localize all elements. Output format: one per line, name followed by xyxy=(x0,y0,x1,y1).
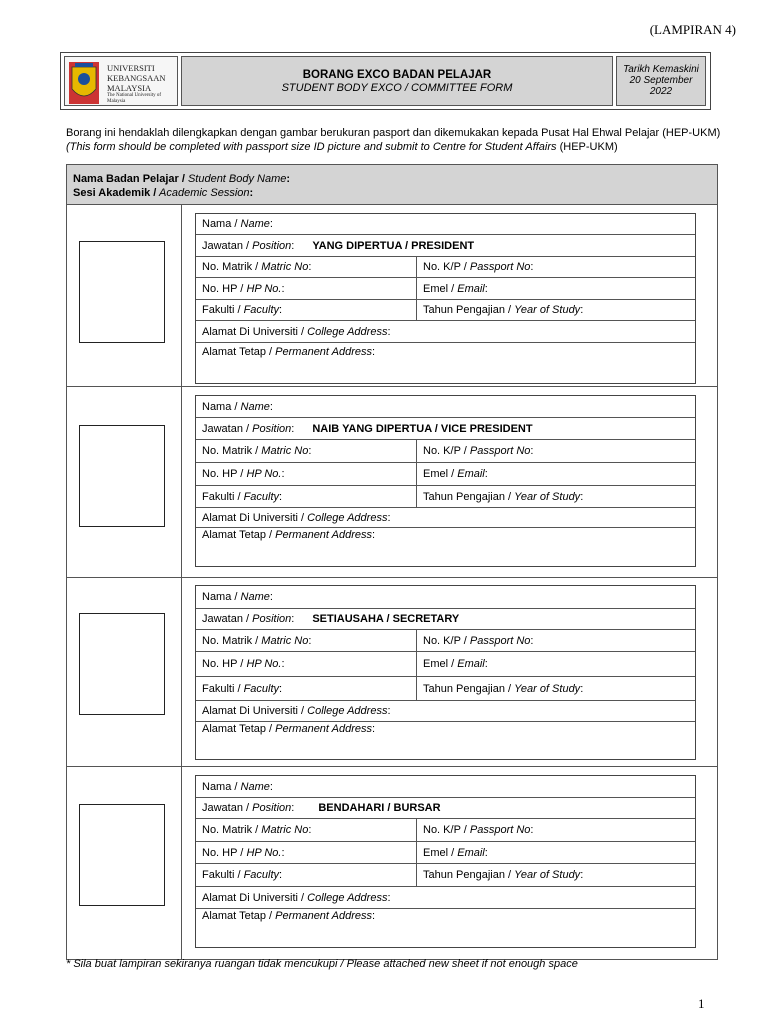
field-label-en: Email xyxy=(457,846,485,859)
field-label: Fakulti / xyxy=(202,490,244,503)
field-label: No. K/P / xyxy=(423,634,470,647)
field-label-en: Permanent Address xyxy=(275,910,372,922)
form-title: BORANG EXCO BADAN PELAJAR xyxy=(302,69,492,81)
field-label-en: Position xyxy=(252,802,292,814)
field-label-en: Passport No xyxy=(469,261,531,273)
permanent-address-row[interactable]: Alamat Tetap / Permanent Address: xyxy=(202,529,376,541)
college-address-row[interactable]: Alamat Di Universiti / College Address: xyxy=(196,701,695,722)
field-label-en: Passport No xyxy=(469,824,531,836)
field-label-en: College Address xyxy=(307,705,388,717)
name-row[interactable]: Nama / Name: xyxy=(196,776,695,798)
field-label: Alamat Tetap / xyxy=(202,346,276,358)
field-label: Fakulti / xyxy=(202,304,244,316)
field-label-en: Matric No xyxy=(261,824,309,836)
photo-box[interactable] xyxy=(79,804,165,906)
position-value: NAIB YANG DIPERTUA / VICE PRESIDENT xyxy=(312,422,533,435)
field-label: Tahun Pengajian / xyxy=(423,490,515,503)
field-label-en: HP No. xyxy=(246,846,282,859)
phone-email-row[interactable]: No. HP / HP No.: Emel / Email: xyxy=(196,842,695,864)
session-label-en: Academic Session xyxy=(156,187,250,199)
update-date-cell xyxy=(616,56,706,106)
footnote: * Sila buat lampiran sekiranya ruangan tidak mencukupi / Please attached new sheet if not enough space xyxy=(66,958,578,970)
field-label: No. K/P / xyxy=(423,261,470,273)
section-divider xyxy=(67,766,717,767)
field-label-en: HP No. xyxy=(246,658,282,670)
permanent-address-row[interactable]: Alamat Tetap / Permanent Address: xyxy=(202,910,376,922)
position-value: SETIAUSAHA / SECRETARY xyxy=(312,613,460,625)
field-label-en: Matric No xyxy=(261,261,309,273)
field-label: Alamat Di Universiti / xyxy=(202,705,308,717)
field-label: Tahun Pengajian / xyxy=(423,682,515,695)
faculty-year-row[interactable]: Fakulti / Faculty: Tahun Pengajian / Year of Study: xyxy=(196,864,695,887)
field-label-en: Year of Study xyxy=(514,490,581,503)
title-cell xyxy=(181,56,613,106)
member-info-table xyxy=(195,213,696,384)
column-divider xyxy=(181,205,182,959)
body-name-label-en: Student Body Name xyxy=(184,173,287,185)
matric-passport-row[interactable]: No. Matrik / Matric No: No. K/P / Passport No: xyxy=(196,630,695,652)
date-value: 20 September xyxy=(629,75,693,86)
field-label: Emel / xyxy=(423,468,458,480)
instructions xyxy=(66,126,726,154)
body-name-label: Nama Badan Pelajar / xyxy=(73,173,185,185)
field-label: Alamat Di Universiti / xyxy=(202,325,308,338)
field-label: Emel / xyxy=(423,658,458,670)
field-label: Alamat Di Universiti / xyxy=(202,511,308,524)
table-header: Nama Badan Pelajar / Student Body Name: Sesi Akademik / Academic Session: xyxy=(67,165,717,205)
field-label-en: Name xyxy=(240,400,270,413)
field-label-en: Email xyxy=(457,468,485,480)
field-label: No. HP / xyxy=(202,846,247,859)
phone-email-row[interactable]: No. HP / HP No.: Emel / Email: xyxy=(196,278,695,300)
field-label: No. HP / xyxy=(202,658,247,670)
photo-box[interactable] xyxy=(79,613,165,715)
field-label: Alamat Di Universiti / xyxy=(202,891,308,904)
matric-passport-row[interactable]: No. Matrik / Matric No: No. K/P / Passport No: xyxy=(196,257,695,278)
name-row[interactable]: Nama / Name: xyxy=(196,396,695,418)
field-label: Emel / xyxy=(423,282,458,295)
date-year: 2022 xyxy=(649,86,673,97)
position-value: YANG DIPERTUA / PRESIDENT xyxy=(312,239,475,252)
field-label-en: Name xyxy=(240,780,270,793)
field-label-en: Name xyxy=(240,591,270,603)
field-label-en: Year of Study xyxy=(514,869,581,881)
college-address-row[interactable]: Alamat Di Universiti / College Address: xyxy=(196,508,695,528)
name-row[interactable]: Nama / Name: xyxy=(196,586,695,609)
field-label-en: Name xyxy=(240,218,270,230)
field-label-en: Position xyxy=(252,613,292,625)
position-value: BENDAHARI / BURSAR xyxy=(318,802,441,814)
field-label-en: College Address xyxy=(307,511,388,524)
field-label: Jawatan / xyxy=(202,613,253,625)
field-label-en: Email xyxy=(457,282,485,295)
field-label-en: Email xyxy=(457,658,485,670)
phone-email-row[interactable]: No. HP / HP No.: Emel / Email: xyxy=(196,652,695,677)
field-label: Nama / xyxy=(202,591,241,603)
logo-text-line: UNIVERSITI xyxy=(107,63,155,73)
field-label: Nama / xyxy=(202,218,241,230)
position-row: Jawatan / Position: BENDAHARI / BURSAR xyxy=(196,798,695,819)
field-label-en: Position xyxy=(252,239,292,252)
field-label-en: Matric No xyxy=(261,445,309,457)
field-label: Emel / xyxy=(423,846,458,859)
position-row: Jawatan / Position: YANG DIPERTUA / PRESIDENT xyxy=(196,235,695,257)
form-header xyxy=(60,52,711,110)
field-label: Alamat Tetap / xyxy=(202,723,276,735)
date-label: Tarikh Kemaskini xyxy=(623,64,699,75)
field-label: Tahun Pengajian / xyxy=(423,304,515,316)
field-label: Jawatan / xyxy=(202,239,253,252)
field-label: Jawatan / xyxy=(202,802,253,814)
faculty-year-row[interactable]: Fakulti / Faculty: Tahun Pengajian / Year of Study: xyxy=(196,300,695,321)
field-label-en: Faculty xyxy=(243,304,280,316)
instruction-english-tail: (HEP-UKM) xyxy=(556,141,618,153)
field-label-en: Permanent Address xyxy=(275,723,372,735)
attachment-label: (LAMPIRAN 4) xyxy=(649,22,736,37)
position-row: Jawatan / Position: SETIAUSAHA / SECRETARY xyxy=(196,609,695,630)
field-label-en: Faculty xyxy=(243,869,280,881)
permanent-address-row[interactable]: Alamat Tetap / Permanent Address: xyxy=(202,346,376,358)
photo-box[interactable] xyxy=(79,425,165,527)
photo-box[interactable] xyxy=(79,241,165,343)
field-label: Nama / xyxy=(202,780,241,793)
member-info-table xyxy=(195,775,696,948)
logo-text-line: KEBANGSAAN xyxy=(107,73,166,83)
field-label-en: Passport No xyxy=(469,634,531,647)
field-label-en: Passport No xyxy=(469,445,531,457)
field-label-en: HP No. xyxy=(246,468,282,480)
field-label: No. HP / xyxy=(202,468,247,480)
field-label-en: Year of Study xyxy=(514,304,581,316)
field-label: Alamat Tetap / xyxy=(202,910,276,922)
logo-text-line: MALAYSIA xyxy=(107,83,152,93)
field-label: Jawatan / xyxy=(202,422,253,435)
field-label-en: Matric No xyxy=(261,634,309,647)
field-label: No. K/P / xyxy=(423,445,470,457)
logo-subtext: The National University of Malaysia xyxy=(107,93,162,104)
college-address-row[interactable]: Alamat Di Universiti / College Address: xyxy=(196,887,695,909)
college-address-row[interactable]: Alamat Di Universiti / College Address: xyxy=(196,321,695,343)
faculty-year-row[interactable]: Fakulti / Faculty: Tahun Pengajian / Year of Study: xyxy=(196,486,695,508)
field-label-en: College Address xyxy=(307,891,388,904)
field-label-en: Permanent Address xyxy=(275,529,372,541)
field-label: Fakulti / xyxy=(202,869,244,881)
section-divider xyxy=(67,577,717,578)
committee-table xyxy=(66,164,718,960)
instruction-malay: Borang ini hendaklah dilengkapkan dengan gambar berukuran pasport dan dikemukakan kepada Pusat Hal Ehwal Pelajar (HEP-UKM) xyxy=(66,127,721,139)
session-label: Sesi Akademik / xyxy=(73,187,157,199)
field-label: No. Matrik / xyxy=(202,824,262,836)
field-label-en: Position xyxy=(252,422,292,435)
field-label-en: Year of Study xyxy=(514,682,581,695)
field-label-en: HP No. xyxy=(246,282,282,295)
university-logo-cell xyxy=(64,56,178,106)
form-subtitle: STUDENT BODY EXCO / COMMITTEE FORM xyxy=(281,82,513,94)
field-label-en: Permanent Address xyxy=(275,346,372,358)
position-row: Jawatan / Position: NAIB YANG DIPERTUA / VICE PRESIDENT xyxy=(196,418,695,440)
page-number: 1 xyxy=(698,996,705,1011)
field-label: Nama / xyxy=(202,400,241,413)
matric-passport-row[interactable]: No. Matrik / Matric No: No. K/P / Passport No: xyxy=(196,440,695,463)
matric-passport-row[interactable]: No. Matrik / Matric No: No. K/P / Passport No: xyxy=(196,819,695,842)
field-label-en: College Address xyxy=(307,325,388,338)
section-divider xyxy=(67,386,717,387)
field-label: No. K/P / xyxy=(423,824,470,836)
faculty-year-row[interactable]: Fakulti / Faculty: Tahun Pengajian / Year of Study: xyxy=(196,677,695,701)
field-label-en: Faculty xyxy=(243,682,280,695)
instruction-english: (This form should be completed with passport size ID picture and submit to Centre for Student Affairs xyxy=(66,141,557,153)
member-info-table xyxy=(195,395,696,567)
field-label: Tahun Pengajian / xyxy=(423,869,515,881)
name-row[interactable]: Nama / Name: xyxy=(196,214,695,235)
field-label: No. Matrik / xyxy=(202,634,262,647)
field-label: No. HP / xyxy=(202,282,247,295)
field-label-en: Faculty xyxy=(243,490,280,503)
field-label: Fakulti / xyxy=(202,682,244,695)
field-label: No. Matrik / xyxy=(202,445,262,457)
field-label: Alamat Tetap / xyxy=(202,529,276,541)
field-label: No. Matrik / xyxy=(202,261,262,273)
phone-email-row[interactable]: No. HP / HP No.: Emel / Email: xyxy=(196,463,695,486)
member-info-table xyxy=(195,585,696,760)
permanent-address-row[interactable]: Alamat Tetap / Permanent Address: xyxy=(202,723,376,735)
